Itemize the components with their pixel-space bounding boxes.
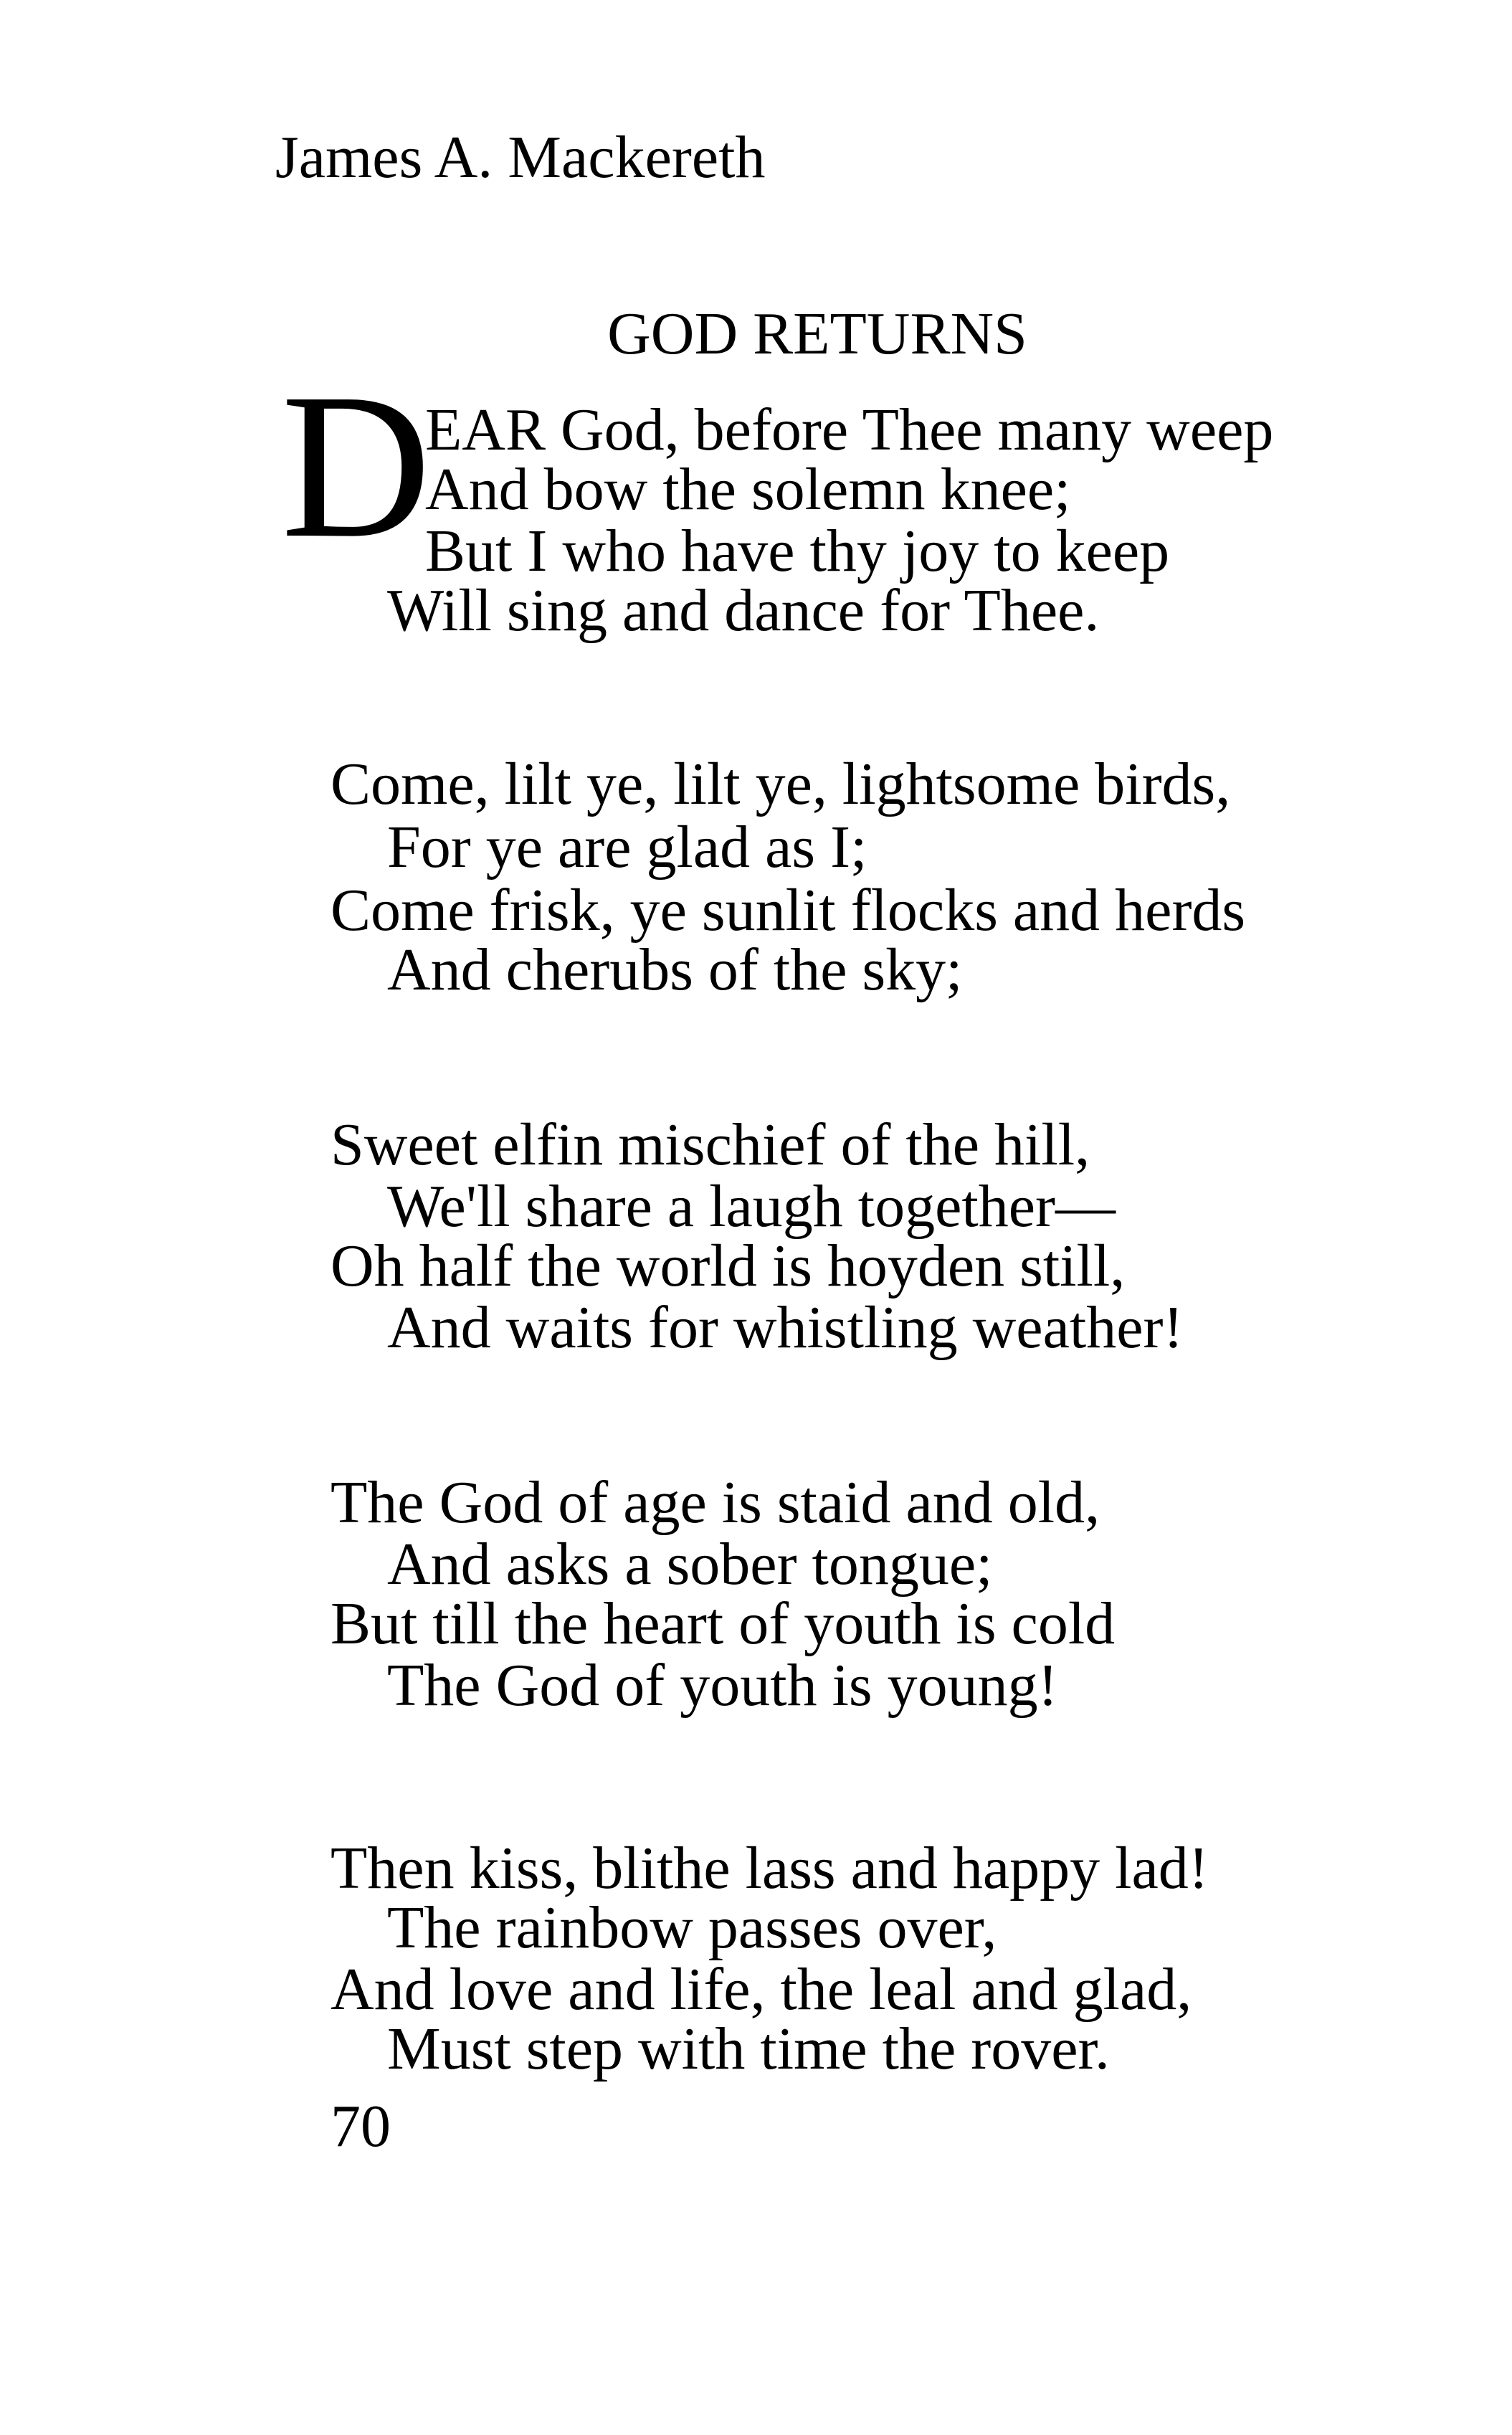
poem-line: But I who have thy joy to keep xyxy=(425,518,1170,584)
poem-line: Come frisk, ye sunlit flocks and herds xyxy=(331,877,1246,944)
poem-line: Sweet elfin mischief of the hill, xyxy=(331,1111,1090,1178)
poem-line: And waits for whistling weather! xyxy=(387,1294,1184,1361)
page-number: 70 xyxy=(331,2093,391,2160)
poem-title: GOD RETURNS xyxy=(607,300,1027,367)
poem-line: And bow the solemn knee; xyxy=(425,456,1071,523)
poem-line: For ye are glad as I; xyxy=(387,814,867,881)
poem-line: Then kiss, blithe lass and happy lad! xyxy=(331,1835,1209,1902)
poem-line: But till the heart of youth is cold xyxy=(331,1590,1116,1657)
poem-line: And cherubs of the sky; xyxy=(387,936,963,1003)
author-name: James A. Mackereth xyxy=(275,124,766,191)
poem-line: Oh half the world is hoyden still, xyxy=(331,1233,1126,1299)
drop-cap: D xyxy=(281,351,432,581)
poem-line: The rainbow passes over, xyxy=(387,1894,997,1961)
poem-line: We'll share a laugh together— xyxy=(387,1173,1116,1240)
poem-line: And asks a sober tongue; xyxy=(387,1531,993,1598)
poem-line: The God of age is staid and old, xyxy=(331,1469,1100,1536)
poem-line: Must step with time the rover. xyxy=(387,2016,1110,2082)
poem-line: The God of youth is young! xyxy=(387,1652,1058,1719)
poem-line: Will sing and dance for Thee. xyxy=(387,577,1100,644)
poem-line: Come, lilt ye, lilt ye, lightsome birds, xyxy=(331,751,1231,817)
poem-line: EAR God, before Thee many weep xyxy=(425,397,1274,463)
poem-line: And love and life, the leal and glad, xyxy=(331,1956,1192,2023)
